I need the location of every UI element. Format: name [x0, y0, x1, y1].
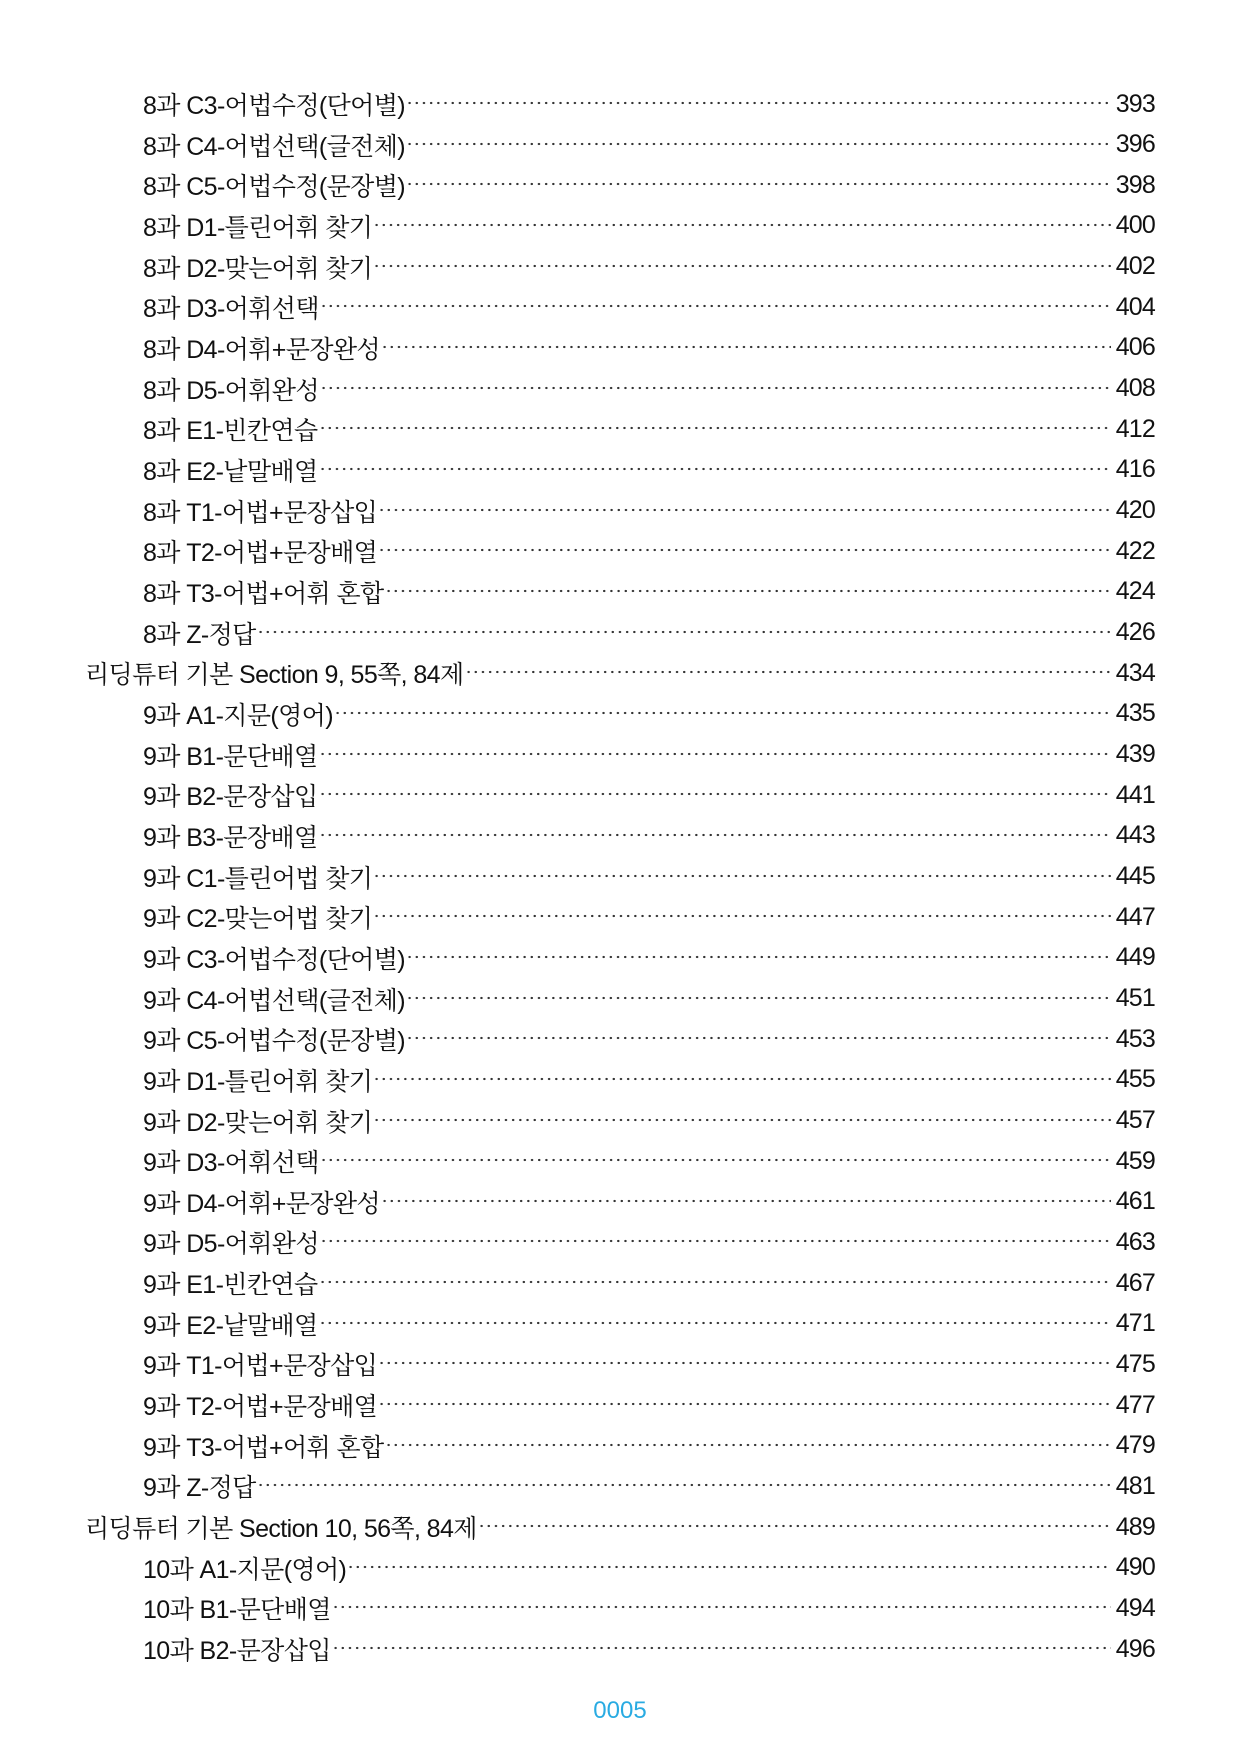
toc-entry-page-number: 422	[1115, 536, 1155, 565]
dot-leader	[319, 775, 1111, 815]
toc-entry-title: 8과 D3-어휘선택	[143, 295, 319, 324]
toc-entry-line	[143, 287, 1155, 327]
toc-entry-line	[143, 247, 1155, 287]
toc-entry-line	[143, 84, 1155, 124]
dot-leader	[406, 1019, 1111, 1059]
toc-entry[interactable]	[0, 1466, 1240, 1506]
dot-leader	[320, 369, 1111, 409]
toc-section-heading[interactable]	[0, 1507, 1240, 1547]
toc-entry[interactable]	[0, 1426, 1240, 1466]
toc-entry-title: 9과 T1-어법+문장삽입	[143, 1352, 378, 1381]
toc-entry-page-number: 398	[1115, 170, 1155, 199]
toc-entry-line	[143, 369, 1155, 409]
dot-leader	[373, 1101, 1111, 1141]
toc-entry[interactable]	[0, 816, 1240, 856]
dot-leader	[257, 1466, 1111, 1506]
toc-entry-line	[85, 1507, 1155, 1547]
toc-entry-page-number: 416	[1115, 455, 1155, 484]
toc-entry[interactable]	[0, 613, 1240, 653]
toc-entry-title: 8과 Z-정답	[143, 620, 256, 649]
toc-entry-page-number: 479	[1115, 1431, 1155, 1460]
toc-entry-page-number: 461	[1115, 1187, 1155, 1216]
dot-leader	[378, 491, 1111, 531]
toc-entry-title: 9과 E1-빈칸연습	[143, 1271, 318, 1300]
toc-entry-title: 9과 D4-어휘+문장완성	[143, 1189, 380, 1218]
toc-entry-line	[143, 938, 1155, 978]
toc-entry[interactable]	[0, 938, 1240, 978]
dot-leader	[373, 897, 1111, 937]
toc-entry-page-number: 396	[1115, 130, 1155, 159]
toc-entry-page-number: 412	[1115, 414, 1155, 443]
toc-entry[interactable]	[0, 1060, 1240, 1100]
toc-entry-page-number: 445	[1115, 862, 1155, 891]
toc-entry-page-number: 471	[1115, 1309, 1155, 1338]
toc-entry-page-number: 406	[1115, 333, 1155, 362]
toc-entry-line	[143, 1060, 1155, 1100]
toc-entry-title: 9과 D1-틀린어휘 찾기	[143, 1067, 373, 1096]
toc-entry-line	[143, 1629, 1155, 1669]
dot-leader	[373, 857, 1111, 897]
toc-entry-title: 9과 C2-맞는어법 찾기	[143, 905, 373, 934]
toc-entry-line	[143, 450, 1155, 490]
toc-entry-page-number: 490	[1115, 1553, 1155, 1582]
toc-entry[interactable]	[0, 84, 1240, 124]
toc-entry[interactable]	[0, 775, 1240, 815]
toc-entry[interactable]	[0, 1182, 1240, 1222]
toc-entry-title: 9과 D2-맞는어휘 찾기	[143, 1108, 373, 1137]
toc-entry-title: 8과 D4-어휘+문장완성	[143, 335, 380, 364]
dot-leader	[406, 84, 1111, 124]
toc-entry-line	[143, 816, 1155, 856]
toc-entry-page-number: 404	[1115, 292, 1155, 321]
dot-leader	[385, 572, 1111, 612]
toc-entry-title: 8과 E2-낱말배열	[143, 457, 318, 486]
toc-entry-title: 리딩튜터 기본 Section 9, 55쪽, 84제	[85, 661, 464, 690]
toc-entry-line	[143, 1182, 1155, 1222]
page-number-footer: 0005	[593, 1697, 647, 1724]
toc-section-heading[interactable]	[0, 653, 1240, 693]
toc-entry[interactable]	[0, 491, 1240, 531]
toc-entry[interactable]	[0, 1019, 1240, 1059]
toc-entry-page-number: 434	[1115, 658, 1155, 687]
dot-leader	[320, 1222, 1111, 1262]
toc-entry[interactable]	[0, 1344, 1240, 1384]
dot-leader	[347, 1548, 1111, 1588]
dot-leader	[319, 1304, 1111, 1344]
toc-entry-line	[143, 979, 1155, 1019]
dot-leader	[373, 206, 1111, 246]
dot-leader	[406, 125, 1111, 165]
toc-entry-title: 10과 A1-지문(영어)	[143, 1555, 347, 1584]
toc-entry-page-number: 447	[1115, 902, 1155, 931]
toc-entry-title: 8과 E1-빈칸연습	[143, 417, 318, 446]
toc-entry-page-number: 459	[1115, 1146, 1155, 1175]
toc-entry[interactable]	[0, 1629, 1240, 1669]
dot-leader	[319, 1263, 1111, 1303]
dot-leader	[406, 938, 1111, 978]
dot-leader	[373, 1060, 1111, 1100]
toc-entry-line	[143, 409, 1155, 449]
toc-entry-line	[143, 491, 1155, 531]
toc-entry[interactable]	[0, 694, 1240, 734]
dot-leader	[478, 1507, 1111, 1547]
dot-leader	[319, 450, 1111, 490]
dot-leader	[334, 694, 1111, 734]
toc-entry[interactable]	[0, 857, 1240, 897]
toc-entry-page-number: 481	[1115, 1471, 1155, 1500]
toc-entry-title: 8과 D2-맞는어휘 찾기	[143, 254, 373, 283]
toc-entry-line	[143, 165, 1155, 205]
toc-entry-title: 9과 A1-지문(영어)	[143, 701, 333, 730]
dot-leader	[332, 1629, 1111, 1669]
toc-entry-title: 8과 D1-틀린어휘 찾기	[143, 213, 373, 242]
toc-entry[interactable]	[0, 206, 1240, 246]
toc-entry[interactable]	[0, 369, 1240, 409]
toc-entry-title: 9과 T3-어법+어휘 혼합	[143, 1433, 384, 1462]
toc-entry-page-number: 457	[1115, 1106, 1155, 1134]
toc-entry[interactable]	[0, 572, 1240, 612]
toc-entry-page-number: 443	[1115, 821, 1155, 850]
toc-entry-line	[143, 531, 1155, 571]
dot-leader	[381, 1182, 1111, 1222]
toc-entry-line	[143, 1385, 1155, 1425]
toc-entry[interactable]	[0, 165, 1240, 205]
toc-entry-title: 9과 E2-낱말배열	[143, 1311, 318, 1340]
toc-entry[interactable]	[0, 409, 1240, 449]
dot-leader	[257, 613, 1111, 653]
dot-leader	[378, 1344, 1111, 1384]
dot-leader	[319, 816, 1111, 856]
toc-entry-title: 9과 D3-어휘선택	[143, 1149, 319, 1178]
toc-entry-line	[143, 694, 1155, 734]
toc-entry[interactable]	[0, 1304, 1240, 1344]
toc-entry-title: 10과 B1-문단배열	[143, 1596, 331, 1625]
toc-entry-page-number: 393	[1115, 89, 1155, 118]
toc-entry-title: 8과 T1-어법+문장삽입	[143, 498, 378, 527]
toc-entry-page-number: 402	[1115, 252, 1155, 281]
toc-entry-page-number: 426	[1115, 618, 1155, 647]
toc-entry[interactable]	[0, 450, 1240, 490]
toc-entry-title: 9과 B2-문장삽입	[143, 783, 318, 812]
toc-entry-page-number: 455	[1115, 1065, 1155, 1094]
toc-entry-title: 9과 T2-어법+문장배열	[143, 1393, 378, 1422]
toc-entry-line	[143, 1101, 1155, 1141]
dot-leader	[332, 1588, 1111, 1628]
toc-entry[interactable]	[0, 1141, 1240, 1181]
toc-entry-title: 8과 T3-어법+어휘 혼합	[143, 579, 384, 608]
toc-entry-page-number: 439	[1115, 740, 1155, 769]
toc-entry-line	[143, 1466, 1155, 1506]
toc-entry-title: 리딩튜터 기본 Section 10, 56쪽, 84제	[85, 1515, 477, 1544]
toc-entry-title: 9과 B3-문장배열	[143, 823, 318, 852]
toc-entry-page-number: 467	[1115, 1268, 1155, 1297]
toc-entry-title: 9과 B1-문단배열	[143, 742, 318, 771]
toc-entry-line	[143, 206, 1155, 246]
dot-leader	[381, 328, 1111, 368]
toc-entry-title: 9과 C1-틀린어법 찾기	[143, 864, 373, 893]
toc-entry[interactable]	[0, 1385, 1240, 1425]
toc-entry[interactable]	[0, 247, 1240, 287]
toc-entry[interactable]	[0, 1588, 1240, 1628]
toc-entry-line	[143, 857, 1155, 897]
dot-leader	[406, 165, 1111, 205]
toc-entry-line	[143, 1588, 1155, 1628]
toc-entry-title: 9과 Z-정답	[143, 1474, 256, 1503]
toc-entry[interactable]	[0, 1548, 1240, 1588]
toc-entry[interactable]	[0, 328, 1240, 368]
toc-entry[interactable]	[0, 1222, 1240, 1262]
toc-entry-title: 8과 C5-어법수정(문장별)	[143, 173, 405, 202]
toc-entry-line	[143, 735, 1155, 775]
dot-leader	[385, 1426, 1111, 1466]
toc-entry-line	[143, 1344, 1155, 1384]
toc-entry-title: 8과 T2-어법+문장배열	[143, 539, 378, 568]
toc-entry[interactable]	[0, 287, 1240, 327]
toc-entry-page-number: 494	[1115, 1593, 1155, 1622]
dot-leader	[378, 1385, 1111, 1425]
toc-entry[interactable]	[0, 125, 1240, 165]
toc-entry-page-number: 435	[1115, 699, 1155, 728]
toc-entry-line	[143, 328, 1155, 368]
toc-entry-title: 9과 C3-어법수정(단어별)	[143, 945, 405, 974]
toc-entry[interactable]	[0, 1101, 1240, 1141]
toc-entry-title: 9과 D5-어휘완성	[143, 1230, 319, 1259]
dot-leader	[320, 287, 1111, 327]
toc-entry-page-number: 463	[1115, 1227, 1155, 1256]
toc-entry-page-number: 477	[1115, 1390, 1155, 1419]
toc-entry[interactable]	[0, 1263, 1240, 1303]
dot-leader	[378, 531, 1111, 571]
toc-entry-line	[143, 613, 1155, 653]
toc-entry-title: 9과 C4-어법선택(글전체)	[143, 986, 405, 1015]
dot-leader	[465, 653, 1111, 693]
dot-leader	[406, 979, 1111, 1019]
toc-entry-line	[143, 125, 1155, 165]
toc-entry[interactable]	[0, 531, 1240, 571]
dot-leader	[319, 735, 1111, 775]
toc-entry-title: 8과 C4-어법선택(글전체)	[143, 132, 405, 161]
toc-entry-title: 9과 C5-어법수정(문장별)	[143, 1027, 405, 1056]
toc-entry-page-number: 441	[1115, 780, 1155, 809]
toc-entry-page-number: 451	[1115, 984, 1155, 1013]
toc-entry-page-number: 420	[1115, 496, 1155, 525]
toc-entry-line	[143, 1263, 1155, 1303]
toc-entry-page-number: 449	[1115, 943, 1155, 972]
toc-entry-line	[143, 775, 1155, 815]
toc-entry[interactable]	[0, 897, 1240, 937]
toc-entry-page-number: 453	[1115, 1024, 1155, 1053]
toc-entry-line	[143, 1304, 1155, 1344]
toc-entry-title: 10과 B2-문장삽입	[143, 1637, 331, 1666]
toc-entry-line	[143, 1548, 1155, 1588]
toc-entry[interactable]	[0, 735, 1240, 775]
toc-entry-title: 8과 C3-어법수정(단어별)	[143, 92, 405, 120]
dot-leader	[320, 1141, 1111, 1181]
toc-entry-line	[143, 897, 1155, 937]
toc-entry-page-number: 408	[1115, 374, 1155, 403]
toc-entry-page-number: 489	[1115, 1512, 1155, 1541]
dot-leader	[319, 409, 1111, 449]
toc-entry-line	[143, 1222, 1155, 1262]
toc-entry-title: 8과 D5-어휘완성	[143, 376, 319, 405]
toc-entry-line	[143, 1019, 1155, 1059]
toc-entry-page-number: 424	[1115, 577, 1155, 606]
toc-entry-page-number: 475	[1115, 1349, 1155, 1378]
toc-entry-line	[143, 1141, 1155, 1181]
dot-leader	[373, 247, 1111, 287]
toc-entry[interactable]	[0, 979, 1240, 1019]
toc-entry-page-number: 496	[1115, 1634, 1155, 1663]
toc-entry-line	[143, 572, 1155, 612]
toc-entry-line	[143, 1426, 1155, 1466]
toc-entry-page-number: 400	[1115, 211, 1155, 240]
toc-entry-line	[85, 653, 1155, 693]
